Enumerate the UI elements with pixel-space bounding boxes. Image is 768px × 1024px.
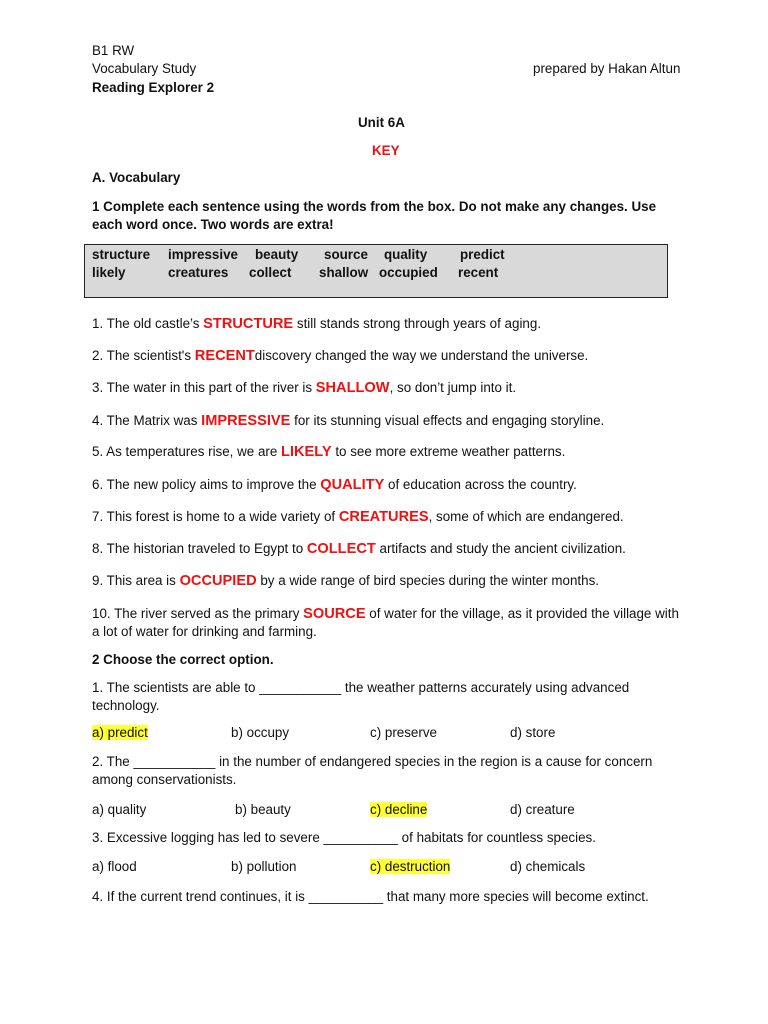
q3-option-d: d) chemicals (510, 859, 586, 874)
answer-word: RECENT (194, 348, 255, 364)
word-box-item: quality (384, 247, 428, 262)
part2-instruction: 2 Choose the correct option. (92, 652, 274, 667)
key-label: KEY (372, 143, 400, 158)
answer-word: IMPRESSIVE (201, 413, 291, 429)
answer-word: QUALITY (320, 477, 385, 493)
sentence-4: 4. The Matrix was IMPRESSIVE for its stunning visual effects and engaging storyline. (92, 413, 605, 429)
course-code: B1 RW (92, 43, 135, 58)
answer-word: COLLECT (306, 541, 376, 557)
word-box-item: source (324, 247, 368, 262)
word-box-item: likely (92, 265, 126, 280)
question-2-text: 2. The ___________ in the number of endangered species in the region is a cause for concern among conservationists. (92, 754, 653, 787)
sentence-5: 5. As temperatures rise, we are LIKELY to see more extreme weather patterns. (92, 444, 566, 460)
topic-label: Vocabulary Study (92, 61, 197, 76)
sentence-9: 9. This area is OCCUPIED by a wide range of bird species during the winter months. (92, 573, 599, 589)
word-box-item: recent (458, 265, 499, 280)
answer-word: LIKELY (281, 444, 332, 460)
q2-option-d: d) creature (510, 802, 575, 817)
q3-option-c: c) destruction (370, 859, 451, 874)
sentence-3: 3. The water in this part of the river is SHALLOW, so don’t jump into it. (92, 380, 517, 396)
q2-option-c: c) decline (370, 802, 428, 817)
book-title: Reading Explorer 2 (92, 80, 215, 95)
section-a-heading: A. Vocabulary (92, 170, 181, 185)
word-box-item: beauty (255, 247, 299, 262)
sentence-6: 6. The new policy aims to improve the QUALITY of education across the country. (92, 477, 577, 493)
word-box-item: collect (249, 265, 292, 280)
question-3-text: 3. Excessive logging has led to severe __________ of habitats for countless species. (92, 830, 596, 845)
q3-option-a: a) flood (92, 859, 137, 874)
word-box (84, 244, 668, 298)
word-box-item: creatures (168, 265, 229, 280)
word-box-item: predict (460, 247, 505, 262)
sentence-7: 7. This forest is home to a wide variety of CREATURES, some of which are endangered. (92, 509, 624, 525)
answer-word: OCCUPIED (179, 573, 257, 589)
unit-title: Unit 6A (358, 115, 405, 130)
answer-word: STRUCTURE (203, 316, 294, 332)
q1-option-a: a) predict (92, 725, 148, 740)
q1-option-d: d) store (510, 725, 556, 740)
author-credit: prepared by Hakan Altun (533, 61, 681, 76)
question-1-text: 1. The scientists are able to ___________ the weather patterns accurately using advanced technology. (92, 680, 630, 713)
q1-option-b: b) occupy (231, 725, 290, 740)
word-box-item: occupied (379, 265, 438, 280)
part1-instruction: 1 Complete each sentence using the words from the box. Do not make any changes. Use each word once. Two words are extra! (92, 199, 657, 232)
sentence-1: 1. The old castle’s STRUCTURE still stands strong through years of aging. (92, 316, 542, 332)
word-box-item: structure (92, 247, 151, 262)
word-box-item: shallow (319, 265, 369, 280)
sentence-8: 8. The historian traveled to Egypt to COLLECT artifacts and study the ancient civilization. (92, 541, 626, 557)
word-box-item: impressive (168, 247, 238, 262)
sentence-2: 2. The scientist's RECENTdiscovery changed the way we understand the universe. (92, 348, 589, 364)
answer-word: CREATURES (338, 509, 429, 525)
q3-option-b: b) pollution (231, 859, 297, 874)
q2-option-b: b) beauty (235, 802, 291, 817)
sentence-10: 10. The river served as the primary SOURCE of water for the village, as it provided the village with a lot of water for drinking and farming. (92, 606, 679, 639)
question-4-text: 4. If the current trend continues, it is __________ that many more species will become extinct. (92, 889, 649, 904)
q2-option-a: a) quality (92, 802, 147, 817)
answer-word: SHALLOW (315, 380, 390, 396)
answer-word: SOURCE (303, 606, 366, 622)
q1-option-c: c) preserve (370, 725, 437, 740)
